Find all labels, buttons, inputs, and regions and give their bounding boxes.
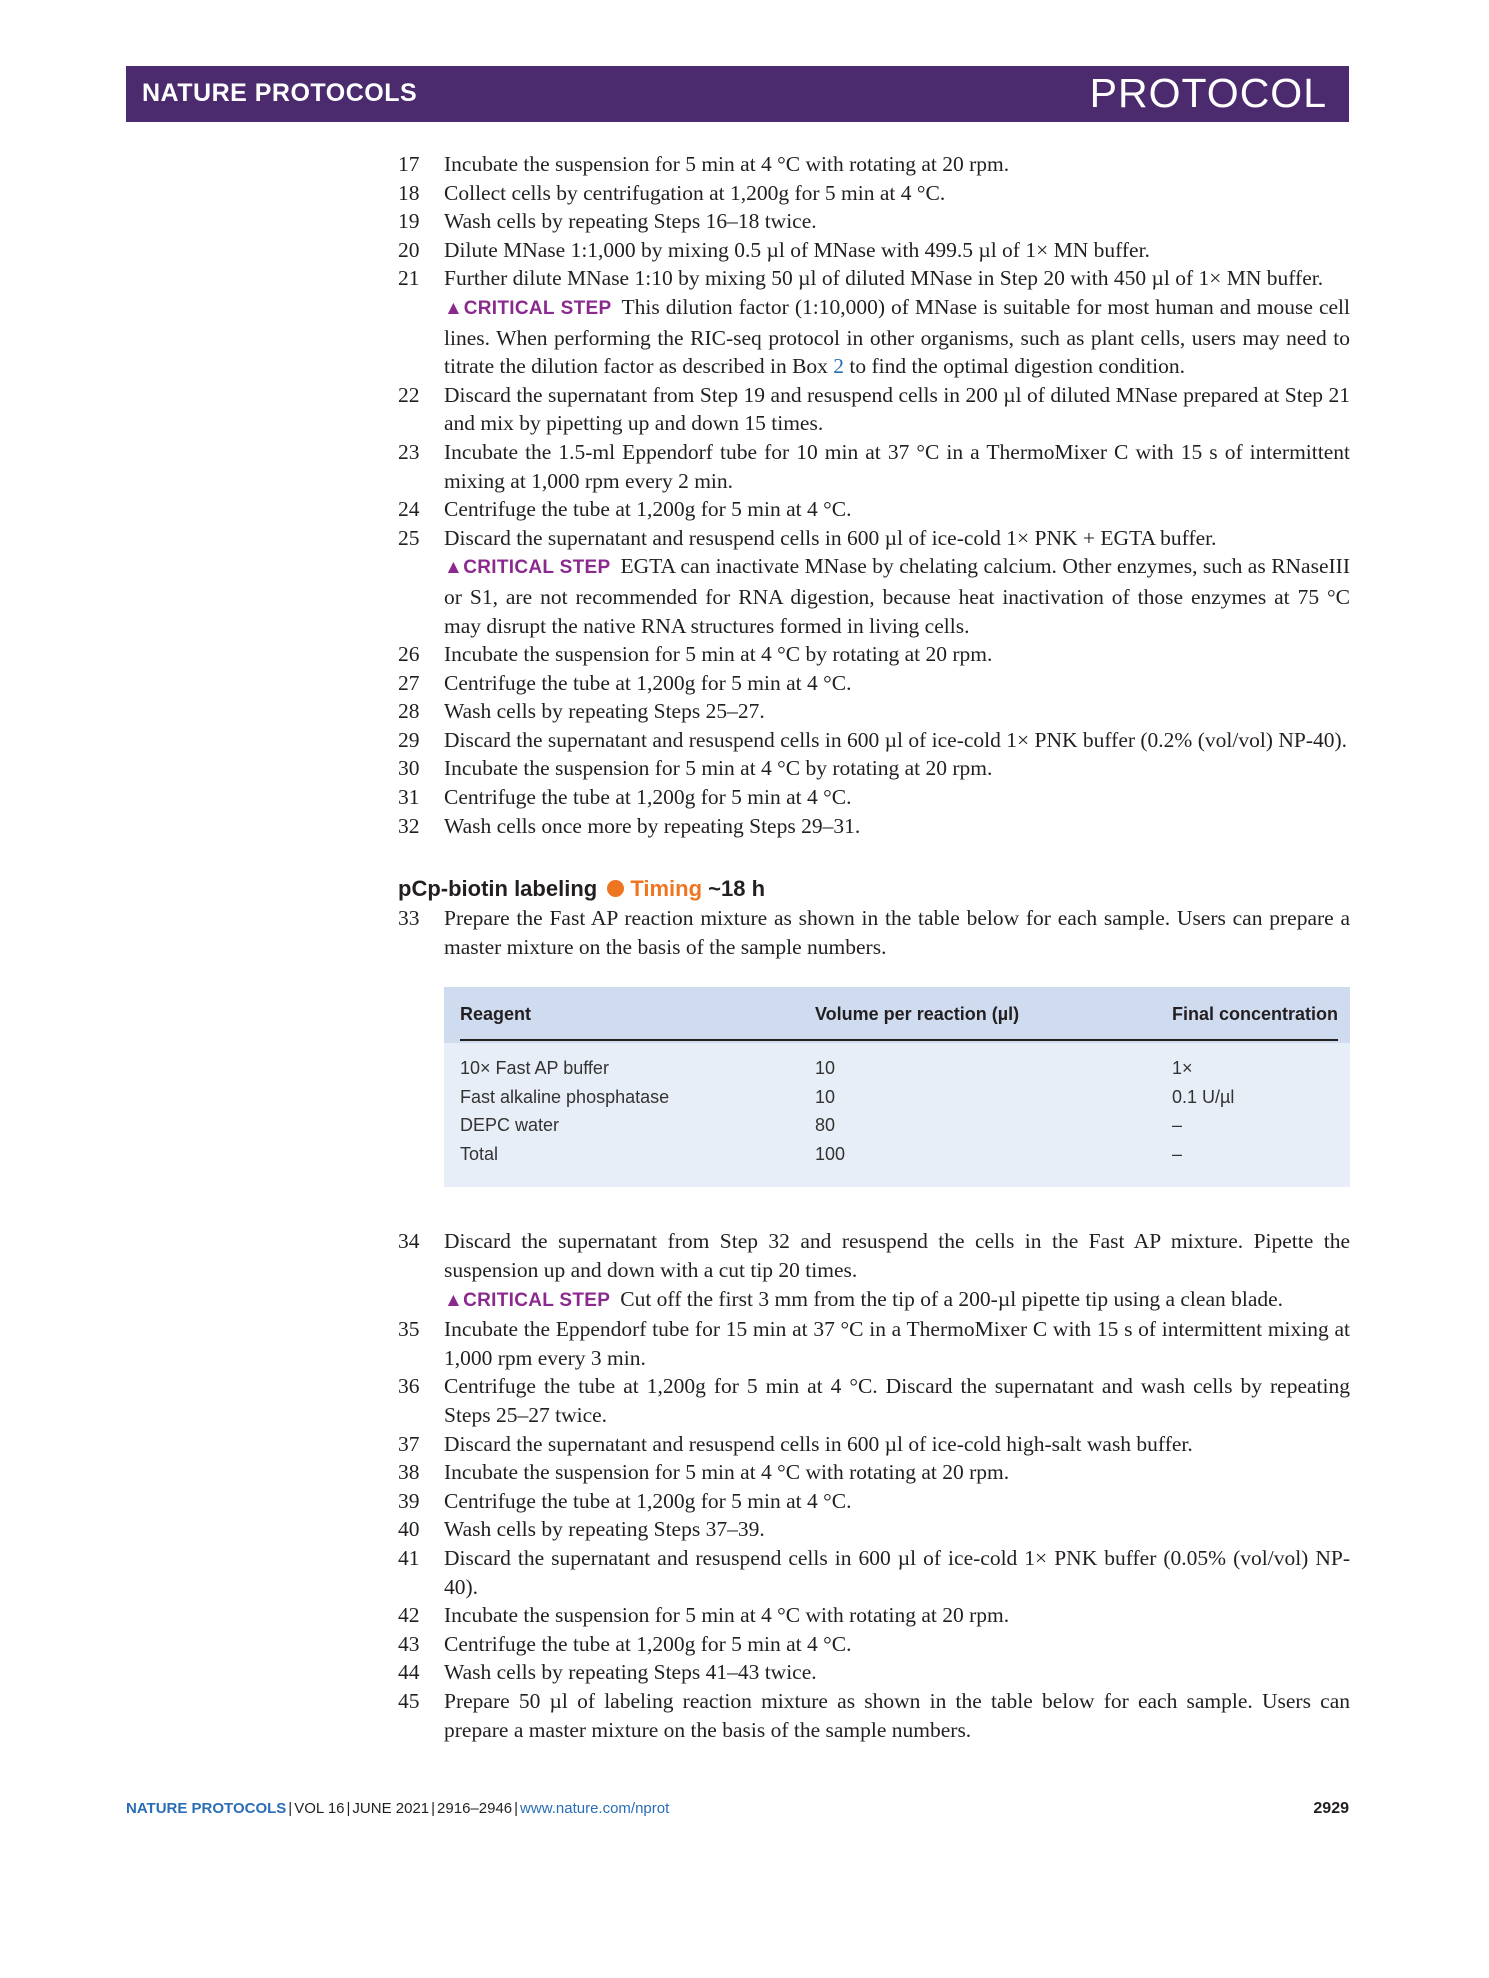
step-number: 28 (398, 699, 420, 724)
step-number: 21 (398, 266, 420, 291)
step (398, 697, 1350, 726)
step (398, 150, 1350, 179)
step-number: 45 (398, 1688, 420, 1713)
step-text: Collect cells by centrifugation at 1,200g for 5 min at 4 °C. (444, 180, 946, 205)
section-title: pCp-biotin labeling (398, 876, 598, 902)
step-text: Discard the supernatant from Step 19 and resuspend cells in 200 µl of diluted MNase prepared at Step 21 and mix by pipetting up and down 15 times. (444, 382, 1350, 436)
step-number: 42 (398, 1603, 420, 1628)
step-text: Centrifuge the tube at 1,200g for 5 min at 4 °C. (444, 670, 852, 695)
step-number: 25 (398, 525, 420, 550)
col-header-concentration: Final concentration (1172, 1004, 1339, 1025)
step-text: Dilute MNase 1:1,000 by mixing 0.5 µl of MNase with 499.5 µl of 1× MN buffer. (444, 237, 1150, 262)
step-text: Wash cells by repeating Steps 25–27. (444, 699, 765, 724)
step (398, 1658, 1350, 1687)
col-header-reagent: Reagent (460, 1004, 532, 1025)
timing-dot-icon (607, 880, 624, 897)
step-text: Discard the supernatant and resuspend cells in 600 µl of ice-cold high-salt wash buffer. (444, 1431, 1193, 1456)
step (398, 1372, 1350, 1429)
step (398, 1630, 1350, 1659)
critical-label: ▲CRITICAL STEP (444, 1289, 611, 1311)
step-text: Discard the supernatant and resuspend cells in 600 µl of ice-cold 1× PNK buffer (0.2% (vol/vol) NP-40). (444, 727, 1348, 752)
footer-url[interactable]: www.nature.com/nprot (520, 1800, 670, 1817)
journal-name: NATURE PROTOCOLS (142, 79, 418, 107)
step-text: Centrifuge the tube at 1,200g for 5 min at 4 °C. (444, 1488, 852, 1513)
table-row: 10× Fast AP buffer 10 1× (460, 1058, 1193, 1079)
step-text: Centrifuge the tube at 1,200g for 5 min at 4 °C. (444, 785, 852, 810)
step-text: Incubate the suspension for 5 min at 4 °C with rotating at 20 rpm. (444, 1603, 1010, 1628)
steps-group-b (398, 381, 1350, 553)
step-text: Centrifuge the tube at 1,200g for 5 min at 4 °C. (444, 1631, 852, 1656)
step-text: Centrifuge the tube at 1,200g for 5 min at 4 °C. (444, 497, 852, 522)
step (398, 726, 1350, 755)
step (398, 1687, 1350, 1744)
step-number: 23 (398, 439, 420, 464)
step (398, 438, 1350, 495)
step-number: 39 (398, 1488, 420, 1513)
step-number: 26 (398, 642, 420, 667)
footer-date: JUNE 2021 (352, 1800, 430, 1817)
step-number: 41 (398, 1545, 420, 1570)
page-header (126, 66, 1349, 122)
step (398, 1544, 1350, 1601)
step (398, 179, 1350, 208)
step-text: Incubate the suspension for 5 min at 4 °C with rotating at 20 rpm. (444, 152, 1010, 176)
step (398, 640, 1350, 669)
article-type: PROTOCOL (1089, 70, 1327, 116)
step-text: Discard the supernatant and resuspend cells in 600 µl of ice-cold 1× PNK + EGTA buffer. (444, 525, 1217, 550)
header-rule (460, 1039, 1338, 1041)
footer-journal: NATURE PROTOCOLS (126, 1800, 287, 1817)
critical-step-21: ▲CRITICAL STEP This dilution factor (1:10,000) of MNase is suitable for most human and mouse cell lines. When performing the RIC-seq protocol in other organisms, such as plant cells, users may need to titrate the dilution factor as described in Box 2 to find the optimal digestion condition. (444, 294, 1350, 379)
step-number: 19 (398, 209, 420, 234)
step-number: 24 (398, 497, 420, 522)
step-number: 20 (398, 237, 420, 262)
timing-label: Timing (630, 876, 703, 902)
step (398, 1458, 1350, 1487)
step-number: 44 (398, 1660, 420, 1685)
steps-group-a (398, 150, 1350, 293)
step-number: 29 (398, 727, 420, 752)
step-text: Discard the supernatant and resuspend cells in 600 µl of ice-cold 1× PNK buffer (0.05% (vol/vol) NP-40). (444, 1545, 1350, 1599)
col-header-volume: Volume per reaction (µl) (815, 1004, 1020, 1025)
step-text: Incubate the 1.5-ml Eppendorf tube for 10 min at 37 °C in a ThermoMixer C with 15 s of intermittent mixing at 1,000 rpm every 2 min. (444, 439, 1350, 493)
footer-volume: VOL 16 (294, 1800, 345, 1817)
step-number: 40 (398, 1517, 420, 1542)
step (398, 1515, 1350, 1544)
step (398, 1430, 1350, 1459)
step-number: 38 (398, 1460, 420, 1485)
table-row: DEPC water 80 – (460, 1115, 1183, 1136)
table-row: Fast alkaline phosphatase 10 0.1 U/µl (460, 1086, 1235, 1107)
step (398, 381, 1350, 438)
steps-group-c (398, 640, 1350, 840)
footer-pages: 2916–2946 (437, 1800, 513, 1817)
step-number: 31 (398, 785, 420, 810)
step (398, 207, 1350, 236)
step-number: 17 (398, 152, 420, 176)
step (398, 669, 1350, 698)
step-text: Wash cells by repeating Steps 16–18 twice. (444, 209, 817, 234)
step-text: Centrifuge the tube at 1,200g for 5 min at 4 °C. Discard the supernatant and wash cells by repeating Steps 25–27 twice. (444, 1374, 1350, 1427)
critical-label: ▲CRITICAL STEP (444, 557, 611, 579)
step-text: Further dilute MNase 1:10 by mixing 50 µl of diluted MNase in Step 20 with 450 µl of 1× MN buffer. (444, 266, 1324, 291)
section-heading (398, 874, 1350, 904)
step (398, 264, 1350, 293)
page-footer: NATURE PROTOCOLS | VOL 16 | JUNE 2021 | 2916–2946 | www.nature.com/nprot (126, 1800, 670, 1817)
critical-step-25: ▲CRITICAL STEP EGTA can inactivate MNase by chelating calcium. Other enzymes, such as RNaseIII or S1, are not recommended for RNA digestion, because heat inactivation of those enzymes at 75 °C may disrupt the native RNA structures formed in living cells. (444, 554, 1350, 638)
step-text: Wash cells by repeating Steps 37–39. (444, 1517, 765, 1542)
step (398, 754, 1350, 783)
step-text: Prepare 50 µl of labeling reaction mixture as shown in the table below for each sample. Users can prepare a master mixture on the basis of the sample numbers. (444, 1688, 1350, 1742)
step-number: 30 (398, 756, 420, 781)
step-number: 27 (398, 670, 420, 695)
step-number: 32 (398, 813, 420, 838)
step-number: 22 (398, 382, 420, 407)
step-text: Incubate the suspension for 5 min at 4 °C by rotating at 20 rpm. (444, 642, 993, 667)
step-text: Wash cells by repeating Steps 41–43 twice. (444, 1660, 817, 1685)
step: 34 Discard the supernatant from Step 32 and resuspend the cells in the Fast AP mixture. Pipette the suspension up and down with a cut tip 20 times. (398, 1229, 1350, 1283)
timing-value: ~18 h (708, 876, 766, 902)
reagent-table (444, 987, 1350, 1187)
step (398, 236, 1350, 265)
step (398, 495, 1350, 524)
step (398, 1487, 1350, 1516)
step (398, 524, 1350, 553)
step (398, 783, 1350, 812)
step-number: 36 (398, 1374, 420, 1399)
step (398, 812, 1350, 841)
step-number: 37 (398, 1431, 420, 1456)
step-text: Wash cells once more by repeating Steps 29–31. (444, 813, 861, 838)
box-link[interactable]: 2 (833, 354, 845, 379)
step-text: Incubate the Eppendorf tube for 15 min at 37 °C in a ThermoMixer C with 15 s of intermittent mixing at 1,000 rpm every 3 min. (444, 1317, 1350, 1370)
table-row: Total 100 – (460, 1143, 1183, 1164)
step-text: Incubate the suspension for 5 min at 4 °C with rotating at 20 rpm. (444, 1460, 1010, 1485)
steps-group-d (398, 1315, 1350, 1744)
step-number: 35 (398, 1317, 420, 1342)
step: 33 Prepare the Fast AP reaction mixture as shown in the table below for each sample. Users can prepare a master mixture on the basis of the sample numbers. (398, 906, 1350, 959)
step-text: Incubate the suspension for 5 min at 4 °C by rotating at 20 rpm. (444, 756, 993, 781)
critical-step-34: ▲CRITICAL STEP Cut off the first 3 mm from the tip of a 200-µl pipette tip using a clean blade. (444, 1286, 1284, 1311)
step (398, 1315, 1350, 1372)
critical-label: ▲CRITICAL STEP (444, 297, 612, 319)
page-number: 2929 (1313, 1800, 1349, 1817)
table-header (444, 987, 1350, 1043)
step (398, 1601, 1350, 1630)
step-number: 18 (398, 180, 420, 205)
step-number: 43 (398, 1631, 420, 1656)
protocol-content (398, 150, 1350, 1744)
